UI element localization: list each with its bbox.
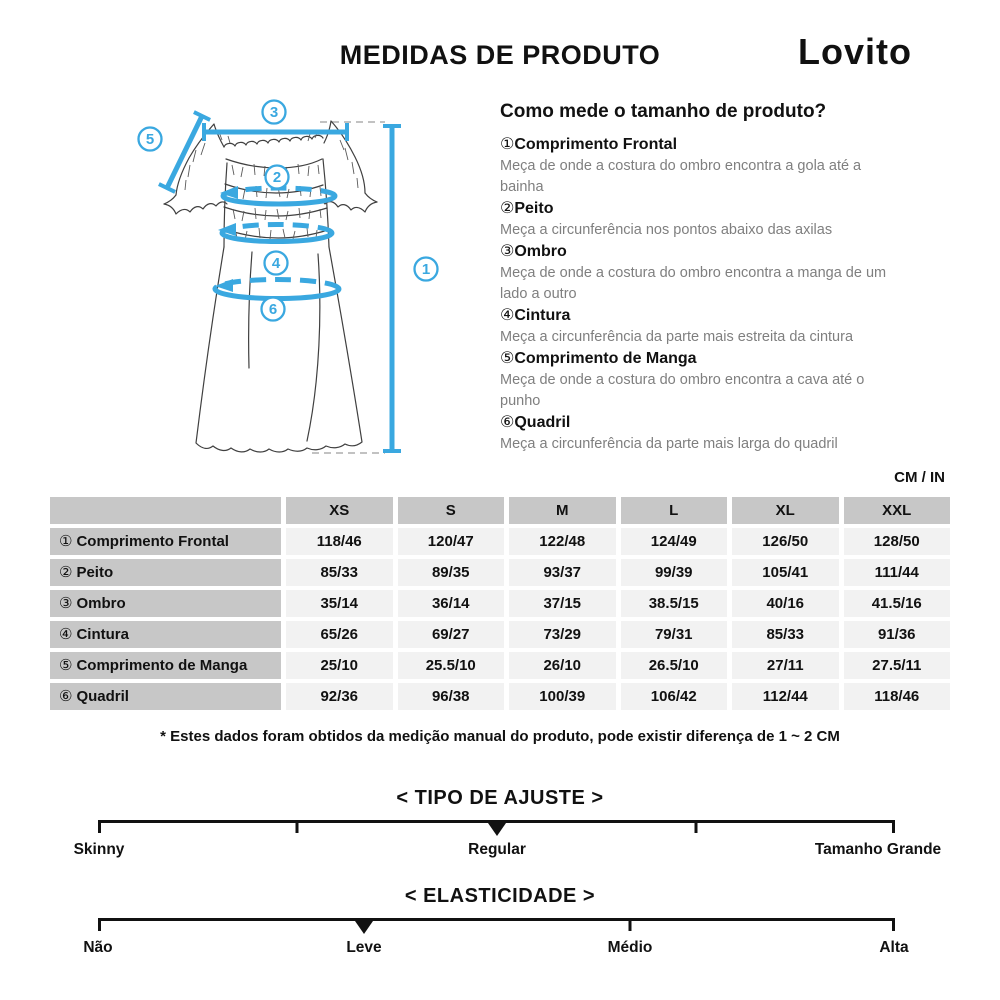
- instruction-description: Meça a circunferência nos pontos abaixo das axilas: [500, 222, 833, 238]
- elasticity-label-nao: Não: [83, 939, 113, 956]
- row-label-text: Comprimento Frontal: [76, 533, 229, 550]
- instruction-description: Meça a circunferência da parte mais larga do quadril: [500, 436, 838, 452]
- size-value-cell: 25.5/10: [398, 652, 505, 679]
- row-label-text: Cintura: [76, 626, 129, 643]
- instruction-item: [500, 134, 905, 198]
- size-column-header: XS: [286, 497, 393, 524]
- size-value-cell: 85/33: [286, 559, 393, 586]
- instruction-title: [500, 134, 905, 156]
- marker-circle-2: [266, 166, 289, 189]
- instruction-item: [500, 412, 905, 455]
- instruction-label: Quadril: [514, 414, 571, 431]
- page-title: MEDIDAS DE PRODUTO: [339, 40, 661, 70]
- measurement-row-label: [50, 621, 281, 648]
- instruction-label: Comprimento Frontal: [514, 136, 678, 153]
- size-value-cell: 112/44: [732, 683, 839, 710]
- measure-ellipse-hip: [215, 279, 339, 299]
- size-value-cell: 93/37: [509, 559, 616, 586]
- row-number: ③: [59, 595, 73, 612]
- measurement-row-label: [50, 683, 281, 710]
- measurement-overlays: [159, 112, 401, 451]
- measurement-row-label: [50, 652, 281, 679]
- size-value-cell: 89/35: [398, 559, 505, 586]
- fit-label-skinny: Skinny: [73, 841, 125, 858]
- size-value-cell: 27/11: [732, 652, 839, 679]
- table-corner-cell: [50, 497, 281, 524]
- elasticity-scale: [98, 918, 895, 931]
- fit-scale-title: < TIPO DE AJUSTE >: [396, 787, 604, 809]
- instruction-description: Meça a circunferência da parte mais estreita da cintura: [500, 329, 854, 345]
- row-label-text: Quadril: [76, 688, 129, 705]
- instruction-item: [500, 198, 905, 241]
- svg-text:6: 6: [268, 301, 278, 318]
- size-value-cell: 99/39: [621, 559, 728, 586]
- size-value-cell: 36/14: [398, 590, 505, 617]
- size-value-cell: 79/31: [621, 621, 728, 648]
- instruction-label: Comprimento de Manga: [514, 350, 697, 367]
- instruction-description: Meça de onde a costura do ombro encontra a manga de um lado a outro: [500, 265, 887, 302]
- size-value-cell: 128/50: [844, 528, 951, 555]
- size-value-cell: 118/46: [844, 683, 951, 710]
- elasticity-label-leve: Leve: [346, 939, 382, 956]
- size-value-cell: 65/26: [286, 621, 393, 648]
- fit-label-tamanho-grande: Tamanho Grande: [814, 841, 942, 858]
- svg-text:1: 1: [421, 261, 431, 278]
- row-number: ⑤: [59, 657, 73, 674]
- instruction-title: [500, 305, 905, 327]
- instruction-number: ③: [500, 243, 515, 260]
- brand-logo: Lovito: [798, 31, 912, 72]
- size-value-cell: 85/33: [732, 621, 839, 648]
- svg-text:3: 3: [269, 104, 279, 121]
- size-value-cell: 92/36: [286, 683, 393, 710]
- row-number: ④: [59, 626, 73, 643]
- size-value-cell: 27.5/11: [844, 652, 951, 679]
- measure-ellipse-waist: [218, 223, 332, 242]
- size-value-cell: 122/48: [509, 528, 616, 555]
- marker-circle-4: [265, 252, 288, 275]
- svg-text:2: 2: [272, 169, 282, 186]
- size-value-cell: 38.5/15: [621, 590, 728, 617]
- instruction-number: ②: [500, 200, 515, 217]
- scale-line: [98, 918, 895, 921]
- size-value-cell: 25/10: [286, 652, 393, 679]
- instruction-label: Peito: [514, 200, 554, 217]
- instructions-heading: Como mede o tamanho de produto?: [500, 101, 827, 122]
- measurement-instructions: [500, 101, 905, 455]
- scale-tick: [628, 918, 631, 931]
- marker-circle-3: [263, 101, 286, 124]
- unit-label: CM / IN: [894, 469, 945, 486]
- row-number: ②: [59, 564, 73, 581]
- measurement-row-label: [50, 528, 281, 555]
- measure-line-front-length: [383, 126, 401, 451]
- size-value-cell: 124/49: [621, 528, 728, 555]
- size-value-cell: 37/15: [509, 590, 616, 617]
- instruction-label: Ombro: [514, 243, 567, 260]
- marker-circle-6: [262, 298, 285, 321]
- scale-tick: [296, 820, 299, 833]
- scale-tick: [98, 820, 101, 833]
- size-column-header: M: [509, 497, 616, 524]
- instruction-title: [500, 348, 905, 370]
- scale-tick: [892, 918, 895, 931]
- fit-scale-marker: [488, 823, 506, 836]
- marker-circle-1: [415, 258, 438, 281]
- size-value-cell: 120/47: [398, 528, 505, 555]
- size-column-header: XL: [732, 497, 839, 524]
- marker-circle-5: [139, 128, 162, 151]
- size-table: [50, 497, 950, 710]
- size-value-cell: 96/38: [398, 683, 505, 710]
- fit-label-regular: Regular: [468, 841, 526, 858]
- measurement-row-label: [50, 590, 281, 617]
- size-value-cell: 126/50: [732, 528, 839, 555]
- svg-text:5: 5: [145, 131, 155, 148]
- elasticity-label-medio: Médio: [607, 939, 653, 956]
- instruction-description: Meça de onde a costura do ombro encontra a gola até a bainha: [500, 158, 862, 195]
- measurement-row-label: [50, 559, 281, 586]
- size-value-cell: 26.5/10: [621, 652, 728, 679]
- size-column-header: XXL: [844, 497, 951, 524]
- fit-scale: [98, 820, 895, 833]
- instruction-title: [500, 198, 905, 220]
- scale-tick: [892, 820, 895, 833]
- size-value-cell: 35/14: [286, 590, 393, 617]
- row-label-text: Peito: [76, 564, 114, 581]
- guide-dashes: [312, 122, 385, 453]
- row-label-text: Comprimento de Manga: [76, 657, 248, 674]
- elasticity-scale-title: < ELASTICIDADE >: [404, 885, 596, 907]
- instruction-number: ①: [500, 136, 515, 153]
- size-value-cell: 111/44: [844, 559, 951, 586]
- svg-text:4: 4: [271, 255, 281, 272]
- instruction-title: [500, 412, 905, 434]
- instruction-number: ⑥: [500, 414, 515, 431]
- row-label-text: Ombro: [76, 595, 126, 612]
- size-value-cell: 118/46: [286, 528, 393, 555]
- elasticity-label-alta: Alta: [879, 939, 909, 956]
- size-value-cell: 106/42: [621, 683, 728, 710]
- size-value-cell: 40/16: [732, 590, 839, 617]
- footnote: * Estes dados foram obtidos da medição manual do produto, pode existir diferença de 1 ~ 2 CM: [160, 728, 840, 745]
- row-number: ⑥: [59, 688, 73, 705]
- size-column-header: L: [621, 497, 728, 524]
- size-value-cell: 73/29: [509, 621, 616, 648]
- instruction-description: Meça de onde a costura do ombro encontra a cava até o punho: [500, 372, 865, 409]
- instruction-number: ④: [500, 307, 515, 324]
- instruction-item: [500, 241, 905, 305]
- size-value-cell: 41.5/16: [844, 590, 951, 617]
- instruction-item: [500, 305, 905, 348]
- scale-tick: [98, 918, 101, 931]
- scale-tick: [694, 820, 697, 833]
- size-value-cell: 91/36: [844, 621, 951, 648]
- dress-measurement-diagram: [130, 95, 475, 475]
- instruction-number: ⑤: [500, 350, 515, 367]
- instruction-label: Cintura: [514, 307, 571, 324]
- size-value-cell: 69/27: [398, 621, 505, 648]
- size-value-cell: 105/41: [732, 559, 839, 586]
- elasticity-scale-marker: [355, 921, 373, 934]
- row-number: ①: [59, 533, 73, 550]
- size-column-header: S: [398, 497, 505, 524]
- instruction-item: [500, 348, 905, 412]
- size-value-cell: 26/10: [509, 652, 616, 679]
- size-value-cell: 100/39: [509, 683, 616, 710]
- instruction-title: [500, 241, 905, 263]
